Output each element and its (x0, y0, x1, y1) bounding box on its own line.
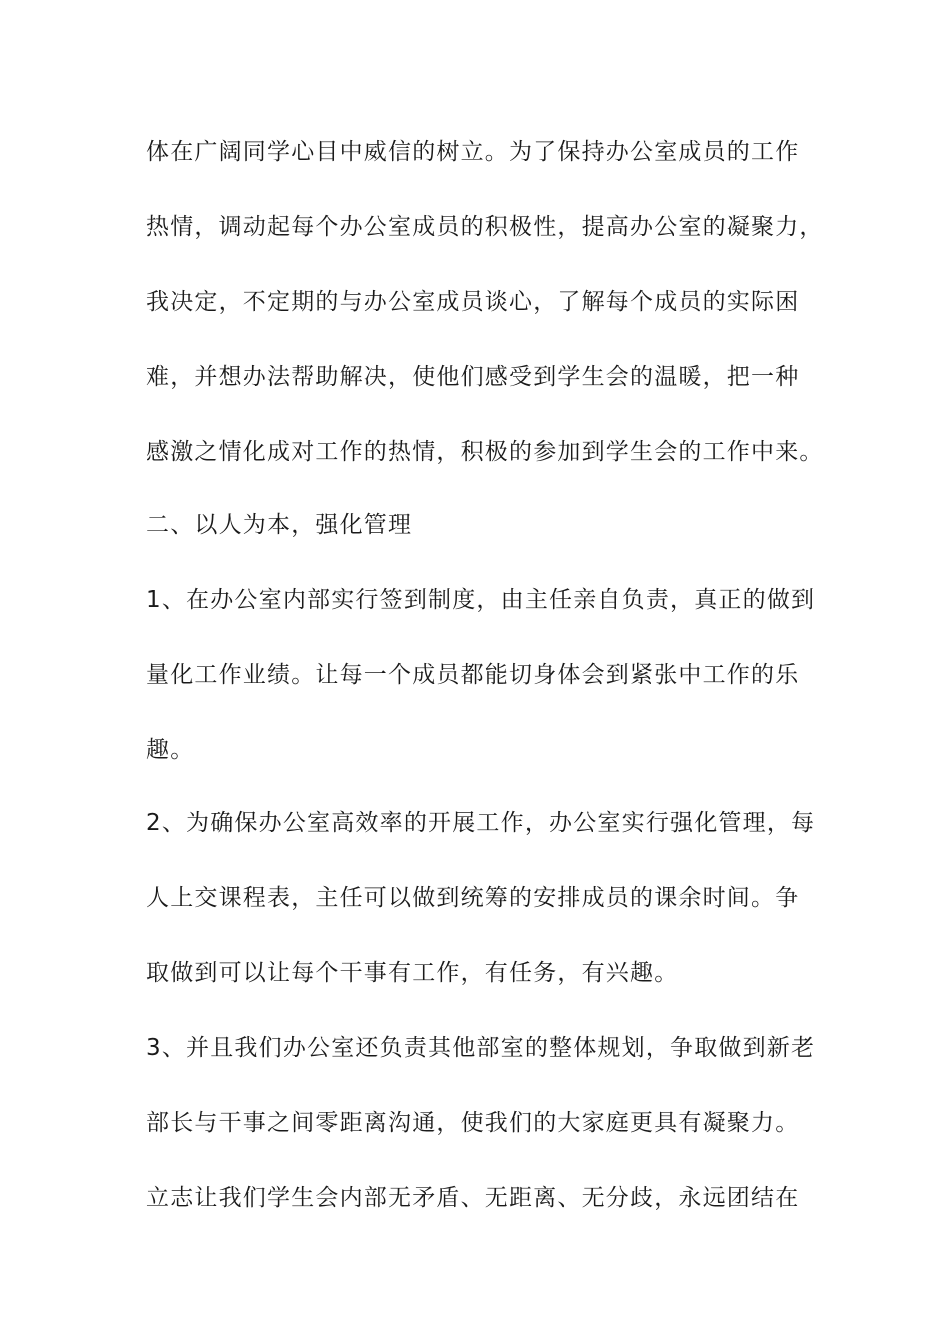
paragraph-line: 感激之情化成对工作的热情，积极的参加到学生会的工作中来。 (146, 439, 824, 465)
list-item-2-line: 人上交课程表，主任可以做到统筹的安排成员的课余时间。争 (146, 885, 800, 911)
list-item-3-line: 3、并且我们办公室还负责其他部室的整体规划，争取做到新老 (146, 1035, 816, 1061)
list-item-2-line: 2、为确保办公室高效率的开展工作，办公室实行强化管理，每 (146, 810, 816, 836)
list-item-1-line: 量化工作业绩。让每一个成员都能切身体会到紧张中工作的乐 (146, 662, 800, 688)
list-item-2-line: 取做到可以让每个干事有工作，有任务，有兴趣。 (146, 960, 679, 986)
list-item-1-line: 1、在办公室内部实行签到制度，由主任亲自负责，真正的做到 (146, 587, 816, 613)
paragraph-line: 立志让我们学生会内部无矛盾、无距离、无分歧，永远团结在 (146, 1185, 800, 1211)
paragraph-line: 体在广阔同学心目中威信的树立。为了保持办公室成员的工作 (146, 139, 800, 165)
paragraph-line: 热情，调动起每个办公室成员的积极性，提高办公室的凝聚力， (146, 214, 824, 240)
paragraph-line: 难，并想办法帮助解决，使他们感受到学生会的温暖，把一种 (146, 364, 800, 390)
section-heading: 二、以人为本，强化管理 (146, 512, 413, 538)
list-item-3-line: 部长与干事之间零距离沟通，使我们的大家庭更具有凝聚力。 (146, 1110, 800, 1136)
paragraph-line: 我决定，不定期的与办公室成员谈心，了解每个成员的实际困 (146, 289, 800, 315)
list-item-1-line: 趣。 (146, 737, 195, 763)
